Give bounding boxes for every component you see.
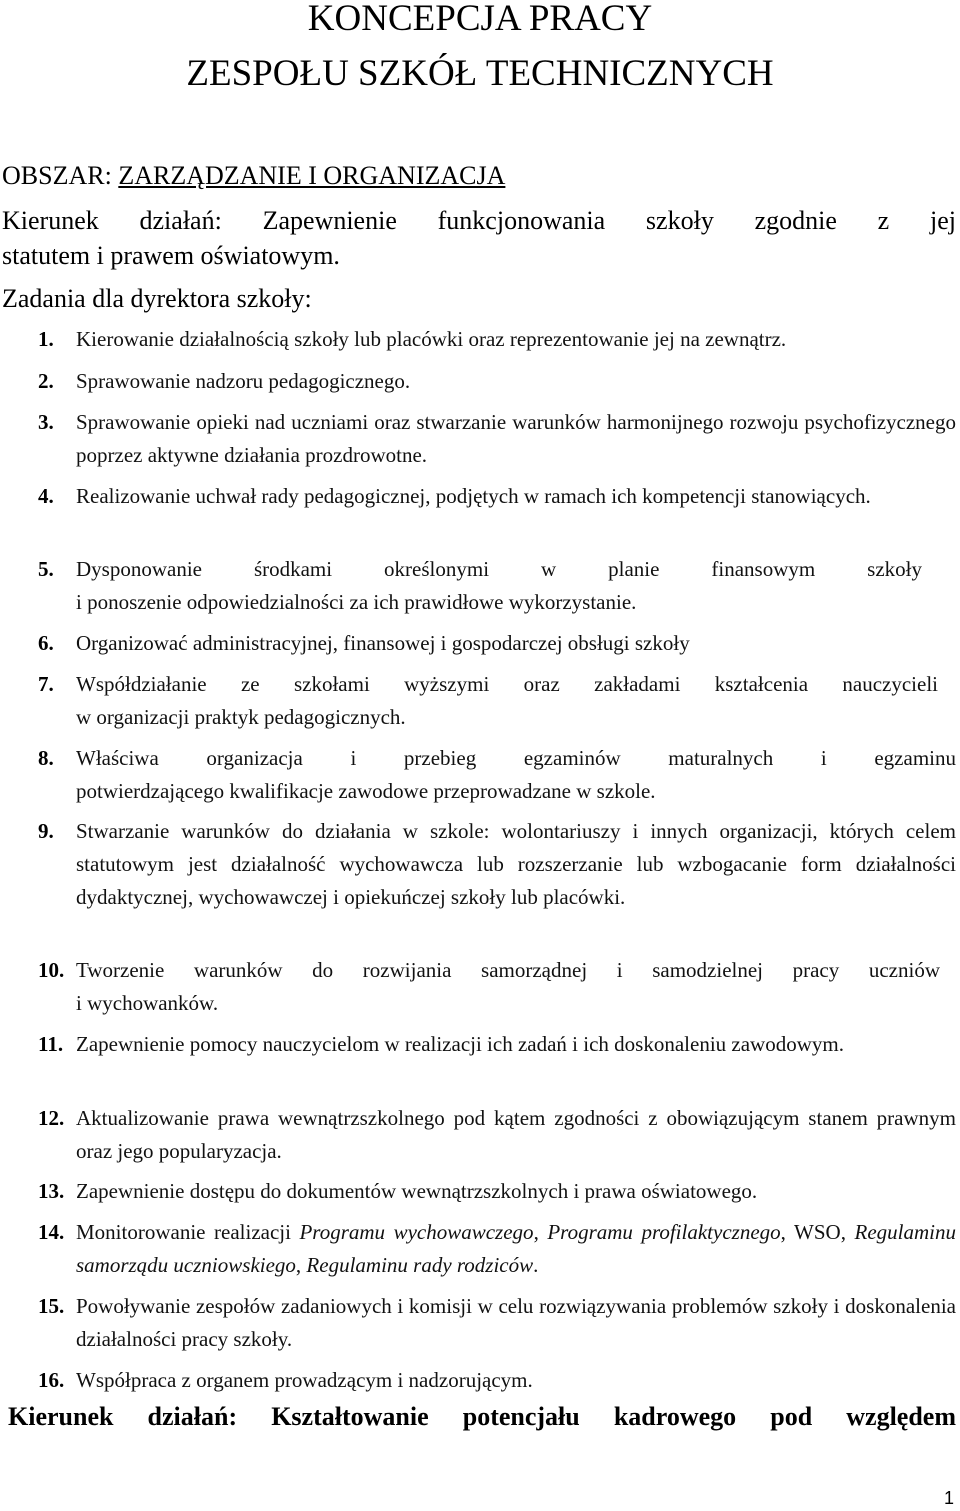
task-number: 3. [38,410,54,434]
task-text: Współpraca z organem prowadzącym i nadzorującym. [76,1368,533,1392]
task-text-line-2: potwierdzającego kwalifikacje zawodowe przeprowadzane w szkole. [76,779,656,803]
task-text-line-1: Właściwa organizacja i przebieg egzaminów maturalnych i egzaminu [76,746,956,770]
task-text: Zapewnienie pomocy nauczycielom w realizacji ich zadań i ich doskonaleniu zawodowym. [76,1032,844,1056]
task-text-part: Monitorowanie realizacji [76,1220,300,1244]
task-number: 4. [38,484,54,508]
area-value: ZARZĄDZANIE I ORGANIZACJA [118,161,506,190]
task-text-line-1: Dysponowanie środkami określonymi w planie finansowym szkoły [76,557,922,581]
task-text: Stwarzanie warunków do działania w szkole: wolontariuszy i innych organizacji, których celem statutowym jest działalność wychowawcza lub rozszerzanie lub wzbogacanie form działalności dydaktycznej, wychowawczej i opiekuńczej szkoły lub placówki. [76,819,956,909]
task-text-part: . [533,1253,539,1277]
task-text: Organizować administracyjnej, finansowej i gospodarczej obsługi szkoły [76,631,690,655]
task-item-11 [38,1028,956,1061]
task-item-8 [38,742,956,808]
task-text: Sprawowanie opieki nad uczniami oraz stwarzanie warunków harmonijnego rozwoju psychofizycznego poprzez aktywne działania prozdrowotne. [76,410,956,467]
task-text: Powoływanie zespołów zadaniowych i komisji w celu rozwiązywania problemów szkoły i doskonalenia działalności pracy szkoły. [76,1294,956,1351]
task-number: 8. [38,746,54,770]
regulamin-samorzadu-ref: Regulaminu samorządu uczniowskiego [76,1220,956,1277]
task-text-line-2: i ponoszenie odpowiedzialności za ich prawidłowe wykorzystanie. [76,590,637,614]
document-title-line-1: KONCEPCJA PRACY [307,0,653,39]
task-item-5 [38,553,922,619]
task-item-1 [38,323,956,356]
task-item-3 [38,406,956,472]
regulamin-rady-rodzicow-ref: Regulaminu rady rodziców [306,1253,534,1277]
task-text-line-2: w organizacji praktyk pedagogicznych. [76,705,406,729]
task-number: 16. [38,1368,65,1392]
direction-line-1: Kierunek działań: Zapewnienie funkcjonowania szkoły zgodnie z jej [2,206,956,235]
task-text-line-1: Współdziałanie ze szkołami wyższymi oraz zakładami kształcenia nauczycieli [76,672,938,696]
task-item-4 [38,480,956,513]
task-text: Sprawowanie nadzoru pedagogicznego. [76,369,411,393]
page-number: 1 [943,1488,954,1508]
task-item-2 [38,365,956,398]
program-wychowawczy-ref: Programu wychowawczego [299,1220,534,1244]
task-number: 9. [38,819,54,843]
task-number: 1. [38,327,54,351]
task-number: 5. [38,557,54,581]
task-text-part: , [780,1220,786,1244]
document-title-line-2: ZESPOŁU SZKÓŁ TECHNICZNYCH [186,53,774,94]
task-text: Zapewnienie dostępu do dokumentów wewnątrzszkolnych i prawa oświatowego. [76,1179,758,1203]
task-item-15 [38,1290,956,1356]
direction-line-2: statutem i prawem oświatowym. [2,241,340,270]
task-item-12 [38,1102,956,1168]
task-text: Kierowanie działalnością szkoły lub placówki oraz reprezentowanie jej na zewnątrz. [76,327,787,351]
task-number: 15. [38,1294,65,1318]
task-item-10 [38,954,940,1020]
task-number: 13. [38,1179,65,1203]
task-item-14 [38,1216,956,1282]
tasks-heading: Zadania dla dyrektora szkoły: [2,284,312,313]
task-text-line-2: i wychowanków. [76,991,219,1015]
task-text-line-1: Tworzenie warunków do rozwijania samorządnej i samodzielnej pracy uczniów [76,958,940,982]
task-text: Aktualizowanie prawa wewnątrzszkolnego pod kątem zgodności z obowiązującym stanem prawnym oraz jego popularyzacja. [76,1106,956,1163]
task-number: 7. [38,672,54,696]
task-item-16 [38,1364,956,1397]
task-item-6 [38,627,956,660]
task-text [76,1216,956,1282]
task-number: 10. [38,958,65,982]
task-item-7 [38,668,938,734]
task-number: 12. [38,1106,65,1130]
task-number: 14. [38,1220,65,1244]
task-text-part: WSO, [785,1220,855,1244]
task-item-13 [38,1175,956,1208]
task-text-part: , [533,1220,548,1244]
task-item-9 [38,815,956,914]
task-text-part: , [295,1253,307,1277]
program-profilaktyczny-ref: Programu profilaktycznego [547,1220,781,1244]
task-text: Realizowanie uchwał rady pedagogicznej, podjętych w ramach ich kompetencji stanowiących. [76,484,871,508]
next-direction-heading: Kierunek działań: Kształtowanie potencjału kadrowego pod względem [8,1402,956,1431]
task-number: 11. [38,1032,64,1056]
task-number: 2. [38,369,54,393]
area-label: OBSZAR: [2,161,112,190]
task-number: 6. [38,631,54,655]
area-heading [2,163,505,189]
